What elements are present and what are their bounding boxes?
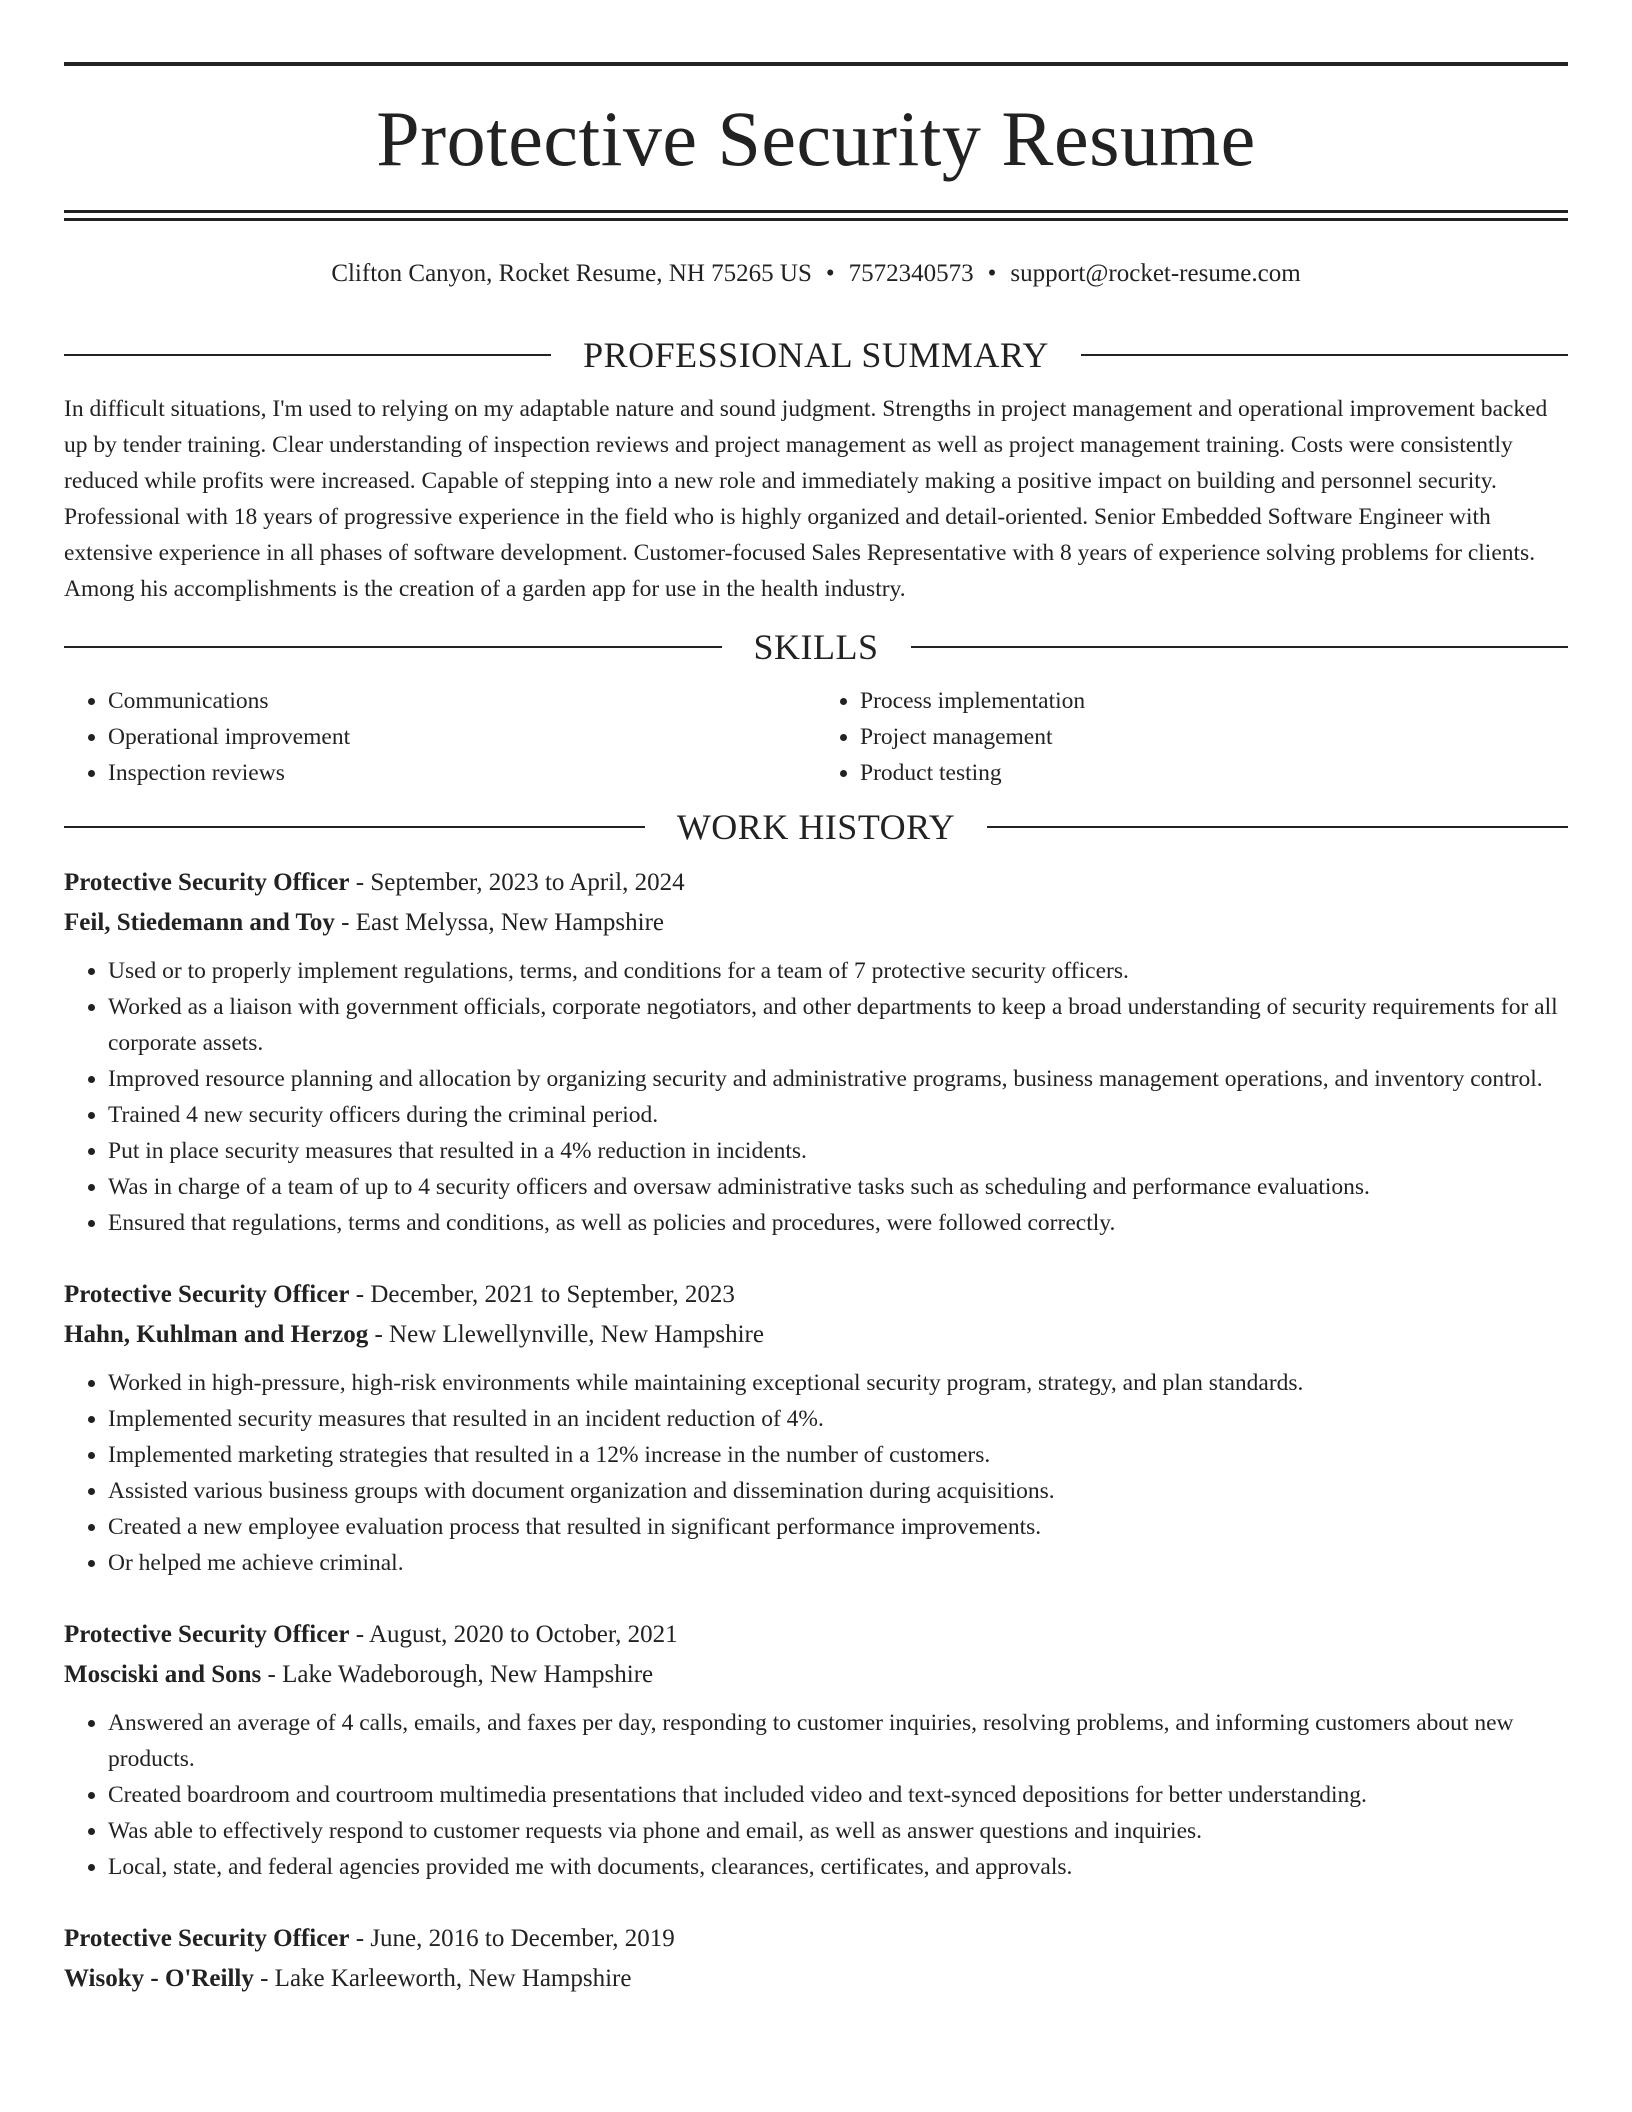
skills-list: [64, 683, 1568, 791]
contact-line: [64, 259, 1568, 289]
job-dates: - September, 2023 to April, 2024: [349, 869, 685, 896]
job-bullet: • Put in place security measures that resulted in a 4% reduction in incidents.: [108, 1133, 1568, 1169]
job-bullet: • Local, state, and federal agencies provided me with documents, clearances, certificates, and approvals.: [108, 1849, 1568, 1885]
job-company: Mosciski and Sons: [64, 1661, 262, 1688]
job-bullet: • Or helped me achieve criminal.: [108, 1545, 1568, 1581]
resume-title: Protective Security Resume: [376, 95, 1256, 182]
skills-column-left: [64, 683, 816, 791]
summary-section-header: [64, 337, 1568, 373]
job-title: Protective Security Officer: [64, 1281, 350, 1308]
job-location: - Lake Wadeborough, New Hampshire: [261, 1661, 654, 1688]
job-bullet: • Worked as a liaison with government officials, corporate negotiators, and other departments to keep a broad understanding of security requirements for all corporate assets.: [108, 989, 1568, 1061]
professional-summary: In difficult situations, I'm used to relying on my adaptable nature and sound judgment. Strengths in project management and operational improvement backed up by tender training. Clear understanding of inspection reviews and project management as well as project management training. Costs were consistently reduced while profits were increased. Capable of stepping into a new role and immediately making a positive impact on building and personnel security. Professional with 18 years of progressive experience in the field who is highly organized and detail-oriented. Senior Embedded Software Engineer with extensive experience in all phases of software development. Customer-focused Sales Representative with 8 years of experience solving problems for clients. Among his accomplishments is the creation of a garden app for use in the health industry.: [64, 396, 1548, 602]
job-company: Feil, Stiedemann and Toy: [64, 909, 335, 936]
section-rule: [64, 646, 722, 648]
job-title: Protective Security Officer: [64, 1925, 350, 1952]
section-rule: [64, 826, 645, 828]
job-bullet: • Implemented security measures that resulted in an incident reduction of 4%.: [108, 1401, 1568, 1437]
job-location: - East Melyssa, New Hampshire: [334, 909, 664, 936]
top-rule: [64, 62, 1568, 66]
section-rule: [1081, 354, 1568, 356]
skill-item: • Process implementation: [860, 683, 1568, 719]
contact-separator: •: [987, 260, 997, 287]
skill-item: • Inspection reviews: [108, 755, 816, 791]
job-bullet: • Trained 4 new security officers during the criminal period.: [108, 1097, 1568, 1133]
job-bullet: • Was able to effectively respond to customer requests via phone and email, as well as answer questions and inquiries.: [108, 1813, 1568, 1849]
job-dates: - August, 2020 to October, 2021: [349, 1621, 678, 1648]
job-title-line: [64, 863, 1568, 903]
job-location: - Lake Karleeworth, New Hampshire: [253, 1965, 632, 1992]
title-double-rule: [64, 210, 1568, 221]
job-company-line: [64, 1315, 1568, 1355]
skills-heading: SKILLS: [753, 627, 879, 667]
job-bullet: • Implemented marketing strategies that resulted in a 12% increase in the number of customers.: [108, 1437, 1568, 1473]
job-company-line: [64, 1959, 1568, 1999]
skills-section-header: [64, 629, 1568, 665]
job-location: - New Llewellynville, New Hampshire: [368, 1321, 764, 1348]
job-dates: - June, 2016 to December, 2019: [349, 1925, 675, 1952]
job-bullets: [64, 953, 1568, 1241]
job-company: Wisoky - O'Reilly: [64, 1965, 254, 1992]
job-bullet: • Assisted various business groups with document organization and dissemination during acquisitions.: [108, 1473, 1568, 1509]
skill-item: • Project management: [860, 719, 1568, 755]
job-company: Hahn, Kuhlman and Herzog: [64, 1321, 369, 1348]
job-bullet: • Answered an average of 4 calls, emails, and faxes per day, responding to customer inquiries, resolving problems, and informing customers about new products.: [108, 1705, 1568, 1777]
job-bullet: • Worked in high-pressure, high-risk environments while maintaining exceptional security program, strategy, and plan standards.: [108, 1365, 1568, 1401]
skill-item: • Operational improvement: [108, 719, 816, 755]
job-company-line: [64, 903, 1568, 943]
skills-column-right: [816, 683, 1568, 791]
job-title-line: [64, 1919, 1568, 1959]
job-title: Protective Security Officer: [64, 1621, 350, 1648]
job-bullet: • Was in charge of a team of up to 4 security officers and oversaw administrative tasks such as scheduling and performance evaluations.: [108, 1169, 1568, 1205]
summary-heading: PROFESSIONAL SUMMARY: [583, 335, 1049, 375]
job-title-line: [64, 1275, 1568, 1315]
skill-item: • Product testing: [860, 755, 1568, 791]
job-bullet: • Ensured that regulations, terms and conditions, as well as policies and procedures, were followed correctly.: [108, 1205, 1568, 1241]
job-entry: [64, 1275, 1568, 1581]
job-bullets: [64, 1705, 1568, 1885]
section-rule: [911, 646, 1569, 648]
job-title: Protective Security Officer: [64, 869, 350, 896]
job-bullet: • Created boardroom and courtroom multimedia presentations that included video and text-synced depositions for better understanding.: [108, 1777, 1568, 1813]
contact-address: Clifton Canyon, Rocket Resume, NH 75265 US: [331, 260, 812, 287]
job-entry: [64, 1919, 1568, 1999]
job-bullet: • Created a new employee evaluation process that resulted in significant performance improvements.: [108, 1509, 1568, 1545]
work-history-section-header: [64, 809, 1568, 845]
contact-email: support@rocket-resume.com: [1010, 260, 1301, 287]
job-entry: [64, 1615, 1568, 1885]
job-entry: [64, 863, 1568, 1241]
job-title-line: [64, 1615, 1568, 1655]
skill-item: • Communications: [108, 683, 816, 719]
job-company-line: [64, 1655, 1568, 1695]
job-dates: - December, 2021 to September, 2023: [349, 1281, 735, 1308]
job-bullet: • Used or to properly implement regulations, terms, and conditions for a team of 7 protective security officers.: [108, 953, 1568, 989]
section-rule: [987, 826, 1568, 828]
section-rule: [64, 354, 551, 356]
contact-phone: 7572340573: [848, 260, 974, 287]
work-history-heading: WORK HISTORY: [676, 807, 956, 847]
contact-separator: •: [825, 260, 835, 287]
job-bullets: [64, 1365, 1568, 1581]
job-bullet: • Improved resource planning and allocation by organizing security and administrative programs, business management operations, and inventory control.: [108, 1061, 1568, 1097]
